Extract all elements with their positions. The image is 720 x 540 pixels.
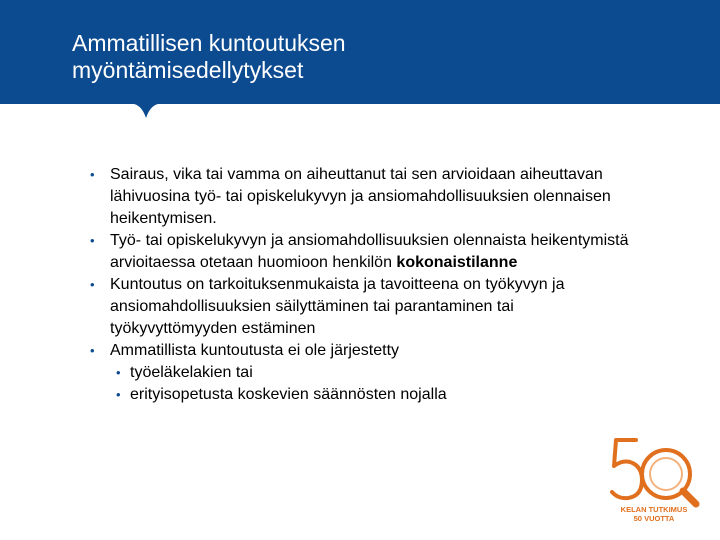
- bullet-item-1: [110, 164, 630, 230]
- bullet-text: Sairaus, vika tai vamma on aiheuttanut tai sen arvioidaan aiheuttavan lähivuosina työ- tai opiskelukyvyn ja ansiomahdollisuuksien olennaisen heikentymisen.: [110, 166, 611, 227]
- bullet-bold-text: kokonaistilanne: [396, 254, 518, 271]
- sub-bullet-list: [110, 362, 630, 406]
- bullet-item-2: [110, 230, 630, 274]
- logo-caption-line1: KELAN TUTKIMUS: [620, 505, 688, 514]
- bullet-text: Kuntoutus on tarkoituksenmukaista ja tavoitteena on työkyvyn ja ansiomahdollisuuksien säilyttäminen tai parantaminen tai työkyvyttömyyden estäminen: [110, 276, 565, 337]
- sub-bullet-text: työeläkelakien tai: [130, 364, 253, 381]
- logo-caption-line2: 50 VUOTTA: [633, 514, 675, 523]
- bullet-item-3: [110, 274, 630, 340]
- slide-title-line1: Ammatillisen kuntoutuksen: [72, 30, 346, 56]
- bullet-text: Ammatillista kuntoutusta ei ole järjestetty: [110, 342, 400, 359]
- slide-title: [72, 30, 632, 84]
- bullet-item-4: [110, 340, 630, 406]
- logo-caption: [606, 505, 702, 523]
- banner-pointer: [0, 100, 720, 134]
- bullet-text: Työ- tai opiskelukyvyn ja ansiomahdollisuuksien olennaista heikentymistä arvioitaessa otetaan huomioon henkilön: [110, 232, 629, 271]
- sub-bullet-item-2: [130, 384, 630, 406]
- bullet-list: [110, 164, 630, 406]
- slide-title-line2: myöntämisedellytykset: [72, 57, 304, 83]
- sub-bullet-item-1: [130, 362, 630, 384]
- slide-content: [110, 164, 630, 406]
- sub-bullet-text: erityisopetusta koskevien säännösten nojalla: [130, 386, 447, 403]
